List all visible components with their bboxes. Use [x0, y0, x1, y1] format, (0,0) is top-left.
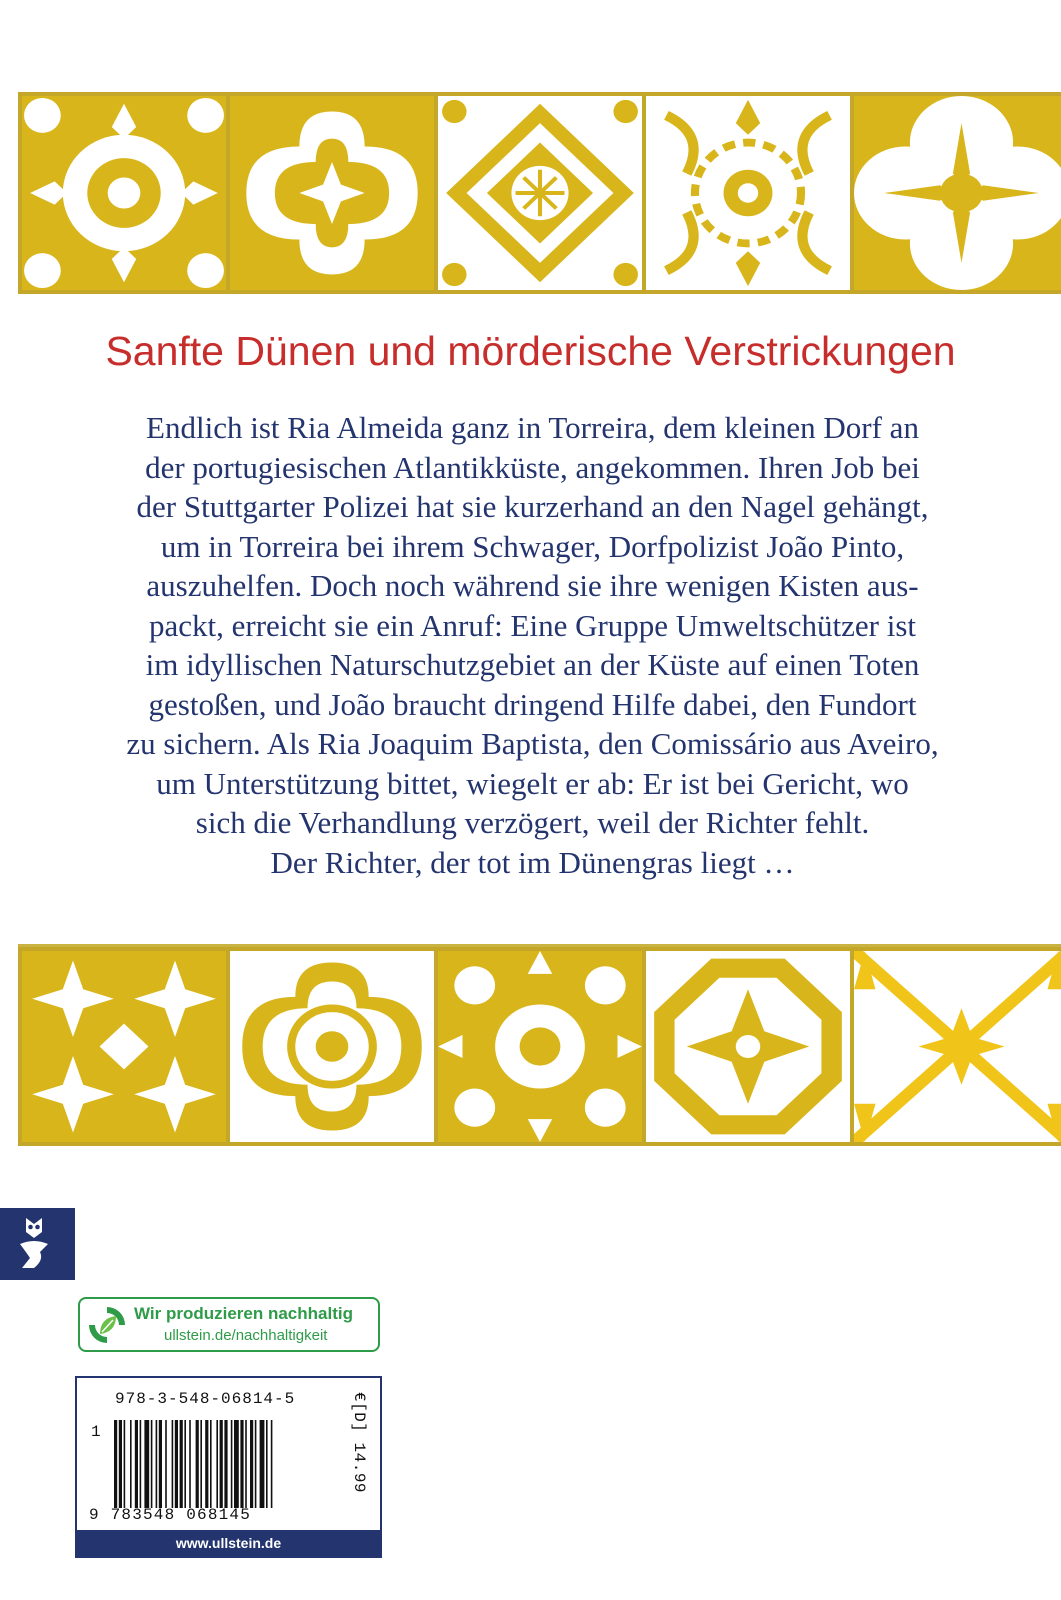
tile-octagon-pattern — [646, 951, 850, 1142]
tile-lattice-pattern — [230, 951, 434, 1142]
barcode-bar — [114, 1420, 117, 1508]
barcode-bar — [231, 1420, 233, 1508]
blurb-line: Endlich ist Ria Almeida ganz in Torreira, dem kleinen Dorf an — [146, 410, 919, 445]
barcode-bar — [210, 1420, 212, 1508]
barcode-bar — [266, 1420, 268, 1508]
blurb-line: sich die Verhandlung verzögert, weil der Richter fehlt. — [195, 805, 870, 840]
tile-swirl-pattern — [646, 96, 850, 290]
barcode-bar — [220, 1420, 223, 1508]
publisher-logo — [0, 1208, 75, 1280]
blurb-line: Der Richter, der tot im Dünengras liegt … — [270, 844, 795, 880]
barcode-bar — [196, 1420, 199, 1508]
tile-star-pattern — [22, 951, 226, 1142]
blurb-line: im idyllischen Naturschutzgebiet an der Küste auf einen Toten — [145, 647, 920, 682]
tile-flower-pattern — [854, 96, 1061, 290]
barcode-bar — [156, 1420, 158, 1508]
barcode-bar — [159, 1420, 162, 1508]
barcode-bar — [130, 1420, 132, 1508]
blurb-line: packt, erreicht sie ein Anruf: Eine Gruppe Umweltschützer ist — [149, 607, 916, 643]
ean-digits: 9 783548 068145 — [89, 1506, 252, 1524]
barcode-bar — [205, 1420, 208, 1508]
barcode-bar — [260, 1420, 265, 1508]
barcode-bar — [165, 1420, 167, 1508]
barcode-bar — [189, 1420, 191, 1508]
barcode-block — [75, 1376, 382, 1558]
barcode-bar — [271, 1420, 273, 1508]
barcode-bar — [151, 1420, 153, 1508]
barcode-bar — [140, 1420, 142, 1508]
barcode-bar — [216, 1420, 218, 1508]
blurb-line: um Unterstützung bittet, wiegelt er ab: Er ist bei Gericht, wo — [156, 765, 909, 801]
barcode-bar — [175, 1420, 178, 1508]
recycle-leaf-icon — [86, 1304, 128, 1346]
blurb-line: der Stuttgarter Polizei hat sie kurzerhand an den Nagel gehängt, — [136, 489, 929, 524]
barcode-bar — [135, 1420, 138, 1508]
blurb-line: gestoßen, und João braucht dringend Hilfe dabei, den Fundort — [148, 686, 917, 722]
barcode-bar — [200, 1420, 202, 1508]
tile-rosette-pattern — [438, 951, 642, 1142]
barcode-bar — [184, 1420, 186, 1508]
top-tile-border — [18, 92, 1061, 294]
barcode-bar — [224, 1420, 227, 1508]
barcode-bars — [112, 1420, 330, 1508]
barcode-bar — [144, 1420, 149, 1508]
barcode-bar — [124, 1420, 126, 1508]
ullstein-owl-icon — [0, 1208, 75, 1280]
blurb-text — [60, 408, 1005, 882]
sustainability-badge — [78, 1297, 380, 1352]
barcode-bar — [119, 1420, 122, 1508]
eco-title: Wir produzieren nachhaltig — [134, 1304, 353, 1323]
bottom-tile-border — [18, 944, 1061, 1146]
headline: Sanfte Dünen und mörderische Verstrickungen — [105, 328, 956, 374]
barcode-bar — [234, 1420, 239, 1508]
tile-quatrefoil-pattern — [230, 96, 434, 290]
publisher-website[interactable]: www.ullstein.de — [77, 1530, 380, 1556]
barcode-bar — [172, 1420, 174, 1508]
price-label: €[D] 14.99 — [350, 1392, 368, 1494]
barcode-bar — [240, 1420, 243, 1508]
blurb-line: der portugiesischen Atlantikküste, angekommen. Ihren Job bei — [145, 449, 920, 485]
tile-sparkle-pattern — [854, 951, 1061, 1142]
blurb-line: um in Torreira bei ihrem Schwager, Dorfpolizist João Pinto, — [160, 528, 905, 564]
tile-fleur-pattern — [22, 96, 226, 290]
isbn-text: 978-3-548-06814-5 — [115, 1390, 296, 1408]
barcode-bar — [245, 1420, 247, 1508]
blurb-line: zu sichern. Als Ria Joaquim Baptista, den Comissário aus Aveiro, — [126, 726, 939, 761]
tile-diamond-pattern — [438, 96, 642, 290]
blurb-line: auszuhelfen. Doch noch während sie ihre wenigen Kisten aus- — [146, 568, 919, 603]
barcode-bar — [255, 1420, 257, 1508]
barcode-bar — [180, 1420, 183, 1508]
barcode-bar — [250, 1420, 253, 1508]
addon-digit: 1 — [91, 1423, 101, 1441]
eco-url[interactable]: ullstein.de/nachhaltigkeit — [164, 1327, 328, 1344]
